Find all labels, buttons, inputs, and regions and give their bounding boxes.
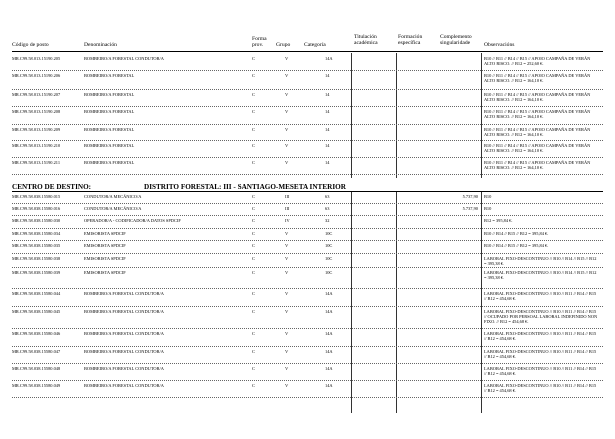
row-categoria: 63 xyxy=(325,194,330,199)
row-categoria: 14A xyxy=(325,291,333,296)
row-separator xyxy=(12,203,603,204)
row-grupo: V xyxy=(285,256,289,261)
row-code: MR.C99.58.013.15190.210 xyxy=(12,143,61,148)
row-separator xyxy=(12,174,603,175)
row-denominacion: EMISORISTA SPDCIF xyxy=(84,243,126,248)
row-forma-prov: C xyxy=(252,366,255,371)
row-observacions: B10 // B11 // B14 // B15 // APOIO CAMPAÑA DE VERÁN ALTO RISCO. // B12 = 164,10 €. xyxy=(484,92,591,102)
row-categoria: 10C xyxy=(325,243,333,248)
row-denominacion: BOMBEIRO/A FORESTAL xyxy=(84,160,135,165)
row-observacions: LABORAL FIXO-DESCONTINUO // B10 // B14 // B15 // B12 = 395,38 €. xyxy=(484,270,597,280)
row-separator xyxy=(12,240,603,241)
row-grupo: V xyxy=(285,291,289,296)
row-forma-prov: C xyxy=(252,143,255,148)
row-separator xyxy=(12,288,603,289)
row-separator xyxy=(12,380,603,381)
header-rule xyxy=(12,51,603,52)
section-label: CENTRO DE DESTINO: xyxy=(12,183,92,191)
row-observacions: B12 = 395,84 €. xyxy=(484,218,513,223)
row-separator xyxy=(12,267,603,268)
row-denominacion: BOMBEIRO/A FORESTAL xyxy=(84,109,135,114)
row-denominacion: BOMBEIRO/A FORESTAL CONDUTOR/A xyxy=(84,309,164,314)
row-observacions: B10 xyxy=(484,194,492,199)
row-grupo: V xyxy=(285,109,289,114)
row-separator xyxy=(12,346,603,347)
column-guide xyxy=(351,53,352,178)
row-code: MR.C99.58.038.15580.035 xyxy=(12,243,61,248)
header-grupo: Grupo xyxy=(276,42,291,48)
row-observacions: B10 // B11 // B14 // B15 // APOIO CAMPAÑA DE VERÁN ALTO RISCO. // B12 = 164,10 €. xyxy=(484,73,591,83)
row-forma-prov: C xyxy=(252,256,255,261)
row-code: MR.C99.58.013.15190.207 xyxy=(12,92,61,97)
row-code: MR.C99.58.038.15580.016 xyxy=(12,206,61,211)
row-forma-prov: C xyxy=(252,160,255,165)
row-denominacion: CONDUTOR/A MECÁNICO/A xyxy=(84,206,142,211)
row-forma-prov: C xyxy=(252,56,255,61)
row-categoria: 10C xyxy=(325,231,333,236)
row-separator xyxy=(12,328,603,329)
row-code: MR.C99.58.038.15580.047 xyxy=(12,349,61,354)
row-categoria: 14 xyxy=(325,127,330,132)
row-observacions: B10 // B11 // B14 // B15 // APOIO CAMPAÑA DE VERÁN ALTO RISCO. // B12 = 164,10 €. xyxy=(484,143,591,153)
row-forma-prov: C xyxy=(252,218,255,223)
row-code: MR.C99.58.038.15580.030 xyxy=(12,218,61,223)
row-categoria: 14 xyxy=(325,160,330,165)
header-categoria: Categoría xyxy=(304,42,326,48)
row-observacions: LABORAL FIXO-DESCONTINUO // B10 // B11 // B14 // B15 // B12 = 454,68 €. xyxy=(484,331,597,341)
section-rule xyxy=(12,191,603,192)
row-denominacion: BOMBEIRO/A FORESTAL xyxy=(84,92,135,97)
row-categoria: 14A xyxy=(325,56,333,61)
row-denominacion: BOMBEIRO/A FORESTAL xyxy=(84,127,135,132)
row-separator xyxy=(12,228,603,229)
row-code: MR.C99.58.013.15190.209 xyxy=(12,127,61,132)
header-observacions: Observacións xyxy=(484,42,515,48)
row-observacions: B10 // B14 // B15 // B12 = 395,84 €. xyxy=(484,231,549,236)
row-grupo: V xyxy=(285,92,289,97)
row-observacions: LABORAL FIXO-DESCONTINUO // B10 // B11 // B14 // B15 // B12 = 454,68 €. xyxy=(484,383,597,393)
section-value: DISTRITO FORESTAL: III - SANTIAGO-MESETA INTERIOR xyxy=(144,183,346,191)
row-separator xyxy=(12,70,603,71)
header-codigo: Código de posto xyxy=(12,42,49,48)
row-grupo: V xyxy=(285,143,289,148)
row-categoria: 14A xyxy=(325,349,333,354)
row-categoria: 14A xyxy=(325,366,333,371)
row-separator xyxy=(12,89,603,90)
row-forma-prov: C xyxy=(252,194,255,199)
row-denominacion: BOMBEIRO/A FORESTAL CONDUTOR/A xyxy=(84,349,164,354)
row-code: MR.C99.58.038.15580.045 xyxy=(12,309,61,314)
column-guide xyxy=(481,53,482,178)
row-grupo: V xyxy=(285,309,289,314)
row-grupo: V xyxy=(285,160,289,165)
row-grupo: III xyxy=(285,206,290,211)
row-forma-prov: C xyxy=(252,127,255,132)
row-categoria: 10C xyxy=(325,256,333,261)
row-observacions: B10 // B14 // B15 // B12 = 395,84 €. xyxy=(484,243,549,248)
row-categoria: 14A xyxy=(325,383,333,388)
row-forma-prov: C xyxy=(252,92,255,97)
row-denominacion: BOMBEIRO/A FORESTAL CONDUTOR/A xyxy=(84,56,164,61)
row-observacions: LABORAL FIXO-DESCONTINUO // B10 // B11 // B14 // B15 // B12 = 454,68 €. xyxy=(484,366,597,376)
row-forma-prov: C xyxy=(252,206,255,211)
row-grupo: V xyxy=(285,127,289,132)
row-categoria: 14 xyxy=(325,143,330,148)
row-observacions: B10 xyxy=(484,206,492,211)
row-grupo: V xyxy=(285,73,289,78)
row-code: MR.C99.58.038.15580.049 xyxy=(12,383,61,388)
row-denominacion: BOMBEIRO/A FORESTAL CONDUTOR/A xyxy=(84,331,164,336)
row-grupo: V xyxy=(285,383,289,388)
row-categoria: 32 xyxy=(325,218,330,223)
row-grupo: V xyxy=(285,331,289,336)
row-grupo: V xyxy=(285,56,289,61)
row-denominacion: BOMBEIRO/A FORESTAL xyxy=(84,73,135,78)
row-observacions: LABORAL FIXO-DESCONTINUO // B10 // B11 // B14 // B15 // B12 = 454,68 €. xyxy=(484,291,597,301)
row-code: MR.C99.58.038.15580.038 xyxy=(12,256,61,261)
row-forma-prov: C xyxy=(252,349,255,354)
row-denominacion: EMISORISTA SPDCIF xyxy=(84,231,126,236)
row-categoria: 14 xyxy=(325,73,330,78)
row-grupo: IV xyxy=(285,218,290,223)
row-separator xyxy=(12,397,603,398)
row-forma-prov: C xyxy=(252,291,255,296)
header-forma-prov: Forma prov. xyxy=(252,36,267,48)
header-titulacion: Titulación académica xyxy=(354,34,378,46)
row-code: MR.C99.58.038.15580.046 xyxy=(12,331,61,336)
row-forma-prov: C xyxy=(252,243,255,248)
row-code: MR.C99.58.013.15190.211 xyxy=(12,160,61,165)
row-complemento: 5.737,90 xyxy=(462,194,478,199)
row-separator xyxy=(12,106,603,107)
row-forma-prov: C xyxy=(252,331,255,336)
row-code: MR.C99.58.038.15580.048 xyxy=(12,366,61,371)
row-denominacion: BOMBEIRO/A FORESTAL CONDUTOR/A xyxy=(84,366,164,371)
row-code: MR.C99.58.013.15190.205 xyxy=(12,56,61,61)
header-formacion: Formación específica xyxy=(398,34,423,46)
row-categoria: 14A xyxy=(325,331,333,336)
row-grupo: V xyxy=(285,231,289,236)
header-denominacion: Denominación xyxy=(84,42,117,48)
row-observacions: B10 // B11 // B14 // B15 // APOIO CAMPAÑA DE VERÁN ALTO RISCO. // B12 = 164,10 €. xyxy=(484,127,591,137)
row-grupo: V xyxy=(285,366,289,371)
row-separator xyxy=(12,157,603,158)
row-code: MR.C99.58.038.15580.039 xyxy=(12,270,61,275)
row-separator xyxy=(12,363,603,364)
row-grupo: III xyxy=(285,194,290,199)
row-separator xyxy=(12,253,603,254)
row-categoria: 14 xyxy=(325,92,330,97)
row-code: MR.C99.58.038.15580.044 xyxy=(12,291,61,296)
row-code: MR.C99.58.038.15580.034 xyxy=(12,231,61,236)
row-observacions: B10 // B11 // B14 // B15 // APOIO CAMPAÑA DE VERÁN ALTO RISCO. // B12 = 252,60 €. xyxy=(484,56,591,66)
row-grupo: V xyxy=(285,349,289,354)
row-categoria: 63 xyxy=(325,206,330,211)
row-observacions: LABORAL FIXO-DESCONTINUO // B10 // B11 // B14 // B15 // OCUPADO POR PERSOAL LABORAL INDEFINIDO NON FIXO. // B12 = 454,68 €. xyxy=(484,309,598,324)
row-categoria: 10C xyxy=(325,270,333,275)
row-code: MR.C99.58.013.15190.206 xyxy=(12,73,61,78)
row-denominacion: EMISORISTA SPDCIF xyxy=(84,270,126,275)
row-forma-prov: C xyxy=(252,109,255,114)
row-forma-prov: C xyxy=(252,309,255,314)
row-denominacion: BOMBEIRO/A FORESTAL xyxy=(84,143,135,148)
row-forma-prov: C xyxy=(252,231,255,236)
row-observacions: LABORAL FIXO-DESCONTINUO // B10 // B14 // B15 // B12 = 395,38 €. xyxy=(484,256,597,266)
row-separator xyxy=(12,124,603,125)
row-denominacion: EMISORISTA SPDCIF xyxy=(84,256,126,261)
row-separator xyxy=(12,306,603,307)
row-denominacion: CONDUTOR/A MECÁNICO/A xyxy=(84,194,142,199)
row-denominacion: BOMBEIRO/A FORESTAL CONDUTOR/A xyxy=(84,291,164,296)
row-categoria: 14 xyxy=(325,109,330,114)
row-forma-prov: C xyxy=(252,73,255,78)
row-forma-prov: C xyxy=(252,270,255,275)
row-code: MR.C99.58.013.15190.208 xyxy=(12,109,61,114)
header-complemento: Complemento singularidade xyxy=(440,34,472,46)
row-denominacion: BOMBEIRO/A FORESTAL CONDUTOR/A xyxy=(84,383,164,388)
row-grupo: V xyxy=(285,243,289,248)
row-observacions: B10 // B11 // B14 // B15 // APOIO CAMPAÑA DE VERÁN ALTO RISCO. // B12 = 164,10 €. xyxy=(484,160,591,170)
row-complemento: 5.737,90 xyxy=(462,206,478,211)
row-forma-prov: C xyxy=(252,383,255,388)
row-observacions: B10 // B11 // B14 // B15 // APOIO CAMPAÑA DE VERÁN ALTO RISCO. // B12 = 164,10 €. xyxy=(484,109,591,119)
row-code: MR.C99.58.038.15580.015 xyxy=(12,194,61,199)
row-separator xyxy=(12,215,603,216)
row-grupo: V xyxy=(285,270,289,275)
row-categoria: 14A xyxy=(325,309,333,314)
row-denominacion: OPERADOR/A - CODIFICADOR/A DATOS SPDCIF xyxy=(84,218,181,223)
column-guide xyxy=(396,53,397,178)
row-separator xyxy=(12,140,603,141)
row-observacions: LABORAL FIXO-DESCONTINUO // B10 // B11 // B14 // B15 // B12 = 454,68 €. xyxy=(484,349,597,359)
